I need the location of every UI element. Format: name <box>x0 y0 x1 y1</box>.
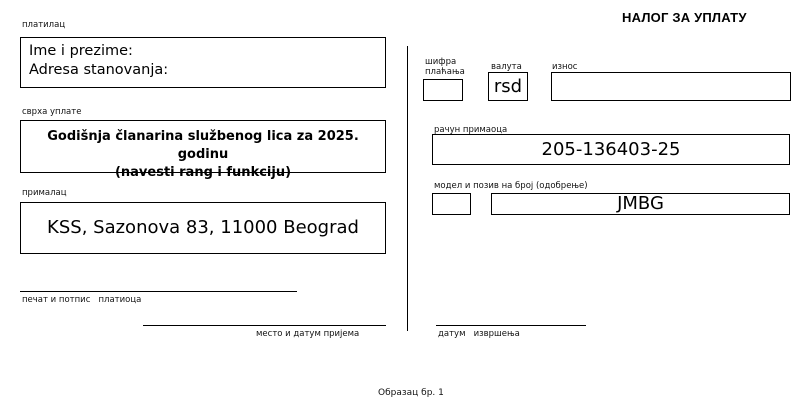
recipient-account-field[interactable] <box>432 134 790 165</box>
recipient-value: KSS, Sazonova 83, 11000 Beograd <box>47 217 359 238</box>
payment-code-label <box>425 57 465 77</box>
payer-signature-label: печат и потпис платиоца <box>22 295 142 305</box>
payment-code-label-line-1: шифра <box>425 57 457 67</box>
reference-model-field[interactable] <box>432 193 471 215</box>
execution-date-label: датум извршења <box>438 329 520 339</box>
execution-date-line[interactable] <box>436 325 586 326</box>
payer-label: платилац <box>22 20 66 30</box>
recipient-field[interactable] <box>20 202 386 254</box>
place-date-line[interactable] <box>143 325 386 326</box>
reference-label: модел и позив на број (одобрење) <box>434 181 588 191</box>
purpose-field[interactable] <box>20 120 386 180</box>
purpose-label: сврха уплате <box>22 107 82 117</box>
payment-code-field[interactable] <box>423 79 463 101</box>
recipient-account-value: 205-136403-25 <box>541 139 681 160</box>
vertical-divider <box>407 46 408 331</box>
reference-number-field[interactable] <box>491 193 790 215</box>
reference-number-value: JMBG <box>617 193 664 214</box>
payer-name-line: Ime i prezime: <box>29 43 133 59</box>
purpose-line-1: Godišnja članarina službenog lica za 2025. godinu <box>47 129 359 162</box>
amount-field[interactable] <box>551 72 791 101</box>
recipient-account-label: рачун примаоца <box>434 125 508 135</box>
form-number: Образац бр. 1 <box>378 388 444 398</box>
payment-code-label-line-2: плаћања <box>425 67 465 77</box>
purpose-line-2: (navesti rang i funkciju) <box>114 165 292 180</box>
payer-address-line: Adresa stanovanja: <box>29 62 169 78</box>
currency-field[interactable] <box>488 72 528 101</box>
currency-value: rsd <box>493 76 523 97</box>
recipient-label: прималац <box>22 188 67 198</box>
amount-label: износ <box>552 62 578 72</box>
currency-label: валута <box>491 62 522 72</box>
payer-signature-line[interactable] <box>20 291 297 292</box>
payer-field[interactable] <box>20 37 386 88</box>
place-date-label: место и датум пријема <box>256 329 360 339</box>
form-title: НАЛОГ ЗА УПЛАТУ <box>622 10 747 25</box>
